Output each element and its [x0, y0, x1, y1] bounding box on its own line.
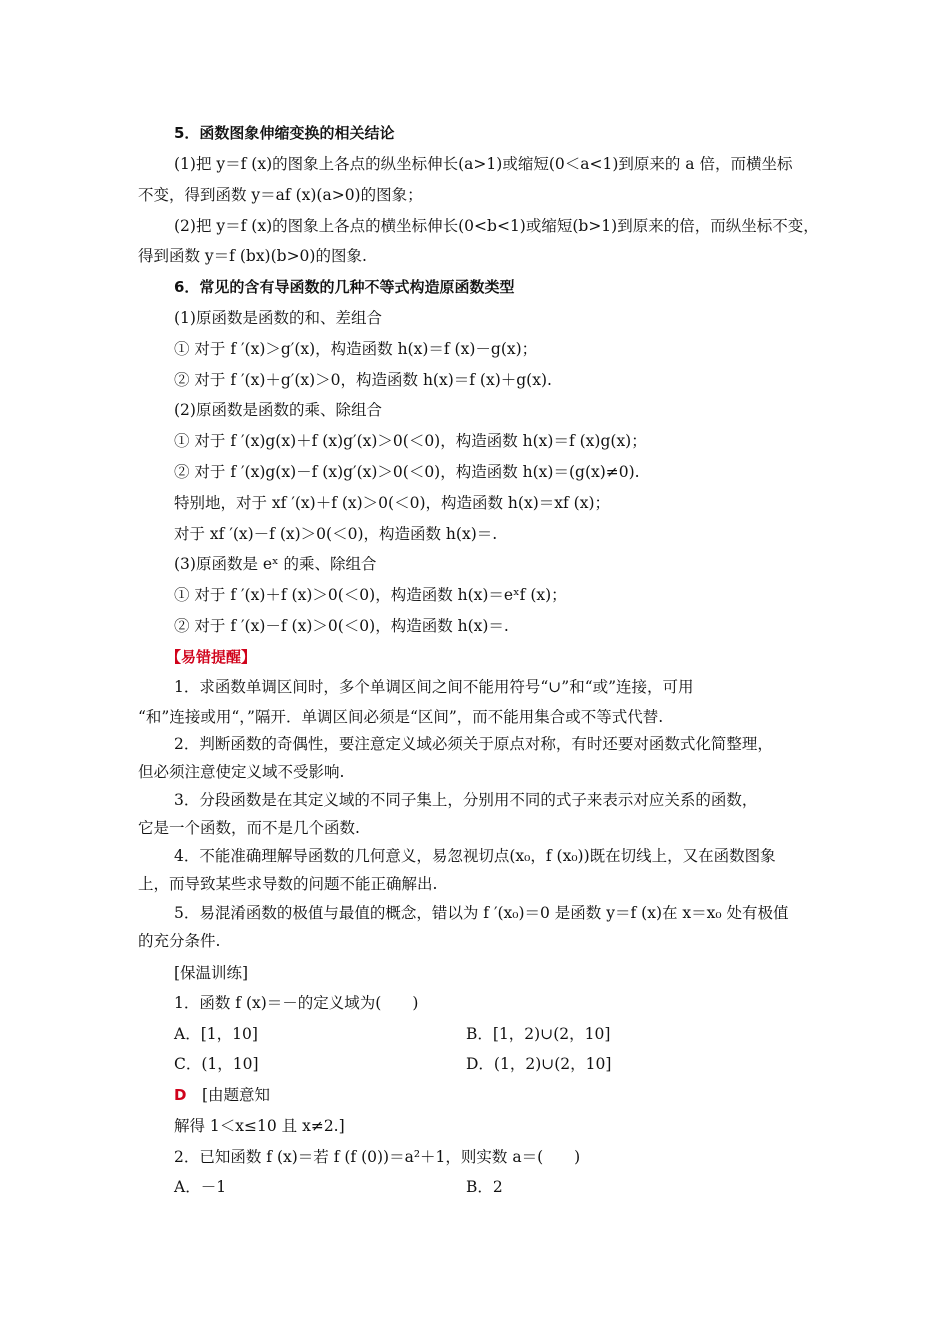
sec6-line: ① 对于 f ′(x)＋f (x)＞0(＜0)，构造函数 h(x)＝eˣf (x)；: [174, 586, 567, 604]
q1-explanation-line1: [由题意知: [202, 1086, 271, 1104]
practice-title: [保温训练]: [174, 964, 249, 982]
warning-item-1-line1: 1．求函数单调区间时，多个单调区间之间不能用符号“∪”和“或”连接，可用: [174, 678, 694, 696]
sec6-line: (2)原函数是函数的乘、除组合: [174, 401, 382, 419]
warning-item-5-line1: 5．易混淆函数的极值与最值的概念，错以为 f ′(x₀)＝0 是函数 y＝f (x)在 x＝x₀ 处有极值: [174, 904, 789, 922]
question-1: 1．函数 f (x)＝－的定义域为( ): [174, 994, 419, 1012]
sec6-line: 对于 xf ′(x)－f (x)＞0(＜0)，构造函数 h(x)＝.: [174, 525, 498, 543]
sec5-p1-line2: 不变，得到函数 y＝af (x)(a>0)的图象；: [138, 186, 423, 204]
q2-option-b: B．2: [466, 1178, 503, 1196]
sec6-line: ② 对于 f ′(x)g(x)－f (x)g′(x)＞0(＜0)，构造函数 h(x)＝(g(x)≠0).: [174, 463, 640, 481]
sec6-line: (1)原函数是函数的和、差组合: [174, 309, 382, 327]
q1-option-d: D．(1，2)∪(2，10]: [466, 1055, 612, 1073]
section-5-title: 5．函数图象伸缩变换的相关结论: [174, 124, 395, 142]
sec5-p2-line1: (2)把 y＝f (x)的图象上各点的横坐标伸长(0<b<1)或缩短(b>1)到原来的倍，而纵坐标不变，: [174, 217, 819, 235]
sec6-line: ② 对于 f ′(x)－f (x)＞0(＜0)，构造函数 h(x)＝.: [174, 617, 509, 635]
warning-item-4-line1: 4．不能准确理解导函数的几何意义，易忽视切点(x₀，f (x₀))既在切线上，又在函数图象: [174, 847, 776, 865]
warning-title: 【易错提醒】: [166, 648, 257, 666]
q1-option-c: C．(1，10]: [174, 1055, 259, 1073]
q1-answer: D: [174, 1086, 187, 1104]
sec6-line: (3)原函数是 eˣ 的乘、除组合: [174, 555, 377, 573]
warning-item-2-line1: 2．判断函数的奇偶性，要注意定义域必须关于原点对称，有时还要对函数式化简整理，: [174, 735, 773, 753]
question-2: 2．已知函数 f (x)＝若 f (f (0))＝a²＋1，则实数 a＝( ): [174, 1148, 581, 1166]
sec6-line: 特别地，对于 xf ′(x)＋f (x)＞0(＜0)，构造函数 h(x)＝xf (x)；: [174, 494, 610, 512]
sec6-line: ① 对于 f ′(x)g(x)＋f (x)g′(x)＞0(＜0)，构造函数 h(x)＝f (x)g(x)；: [174, 432, 647, 450]
sec5-p1-line1: (1)把 y＝f (x)的图象上各点的纵坐标伸长(a>1)或缩短(0＜a<1)到原来的 a 倍，而横坐标: [174, 155, 793, 173]
q2-option-a: A．－1: [174, 1178, 227, 1196]
warning-item-1-line2: “和”连接或用“，”隔开．单调区间必须是“区间”，而不能用集合或不等式代替.: [138, 708, 664, 726]
section-6-title: 6．常见的含有导函数的几种不等式构造原函数类型: [174, 278, 515, 296]
warning-item-3-line2: 它是一个函数，而不是几个函数.: [138, 819, 360, 837]
sec6-line: ① 对于 f ′(x)＞g′(x)，构造函数 h(x)＝f (x)－g(x)；: [174, 340, 538, 358]
warning-item-3-line1: 3．分段函数是在其定义域的不同子集上，分别用不同的式子来表示对应关系的函数，: [174, 791, 758, 809]
q1-option-a: A．[1，10]: [174, 1025, 258, 1043]
warning-item-4-line2: 上，而导致某些求导数的问题不能正确解出.: [138, 875, 438, 893]
q1-explanation-line2: 解得 1＜x≤10 且 x≠2.]: [174, 1117, 345, 1135]
q1-option-b: B．[1，2)∪(2，10]: [466, 1025, 611, 1043]
warning-item-5-line2: 的充分条件.: [138, 932, 221, 950]
sec5-p2-line2: 得到函数 y＝f (bx)(b>0)的图象.: [138, 247, 367, 265]
warning-item-2-line2: 但必须注意使定义域不受影响.: [138, 763, 345, 781]
sec6-line: ② 对于 f ′(x)＋g′(x)＞0，构造函数 h(x)＝f (x)＋g(x).: [174, 371, 552, 389]
